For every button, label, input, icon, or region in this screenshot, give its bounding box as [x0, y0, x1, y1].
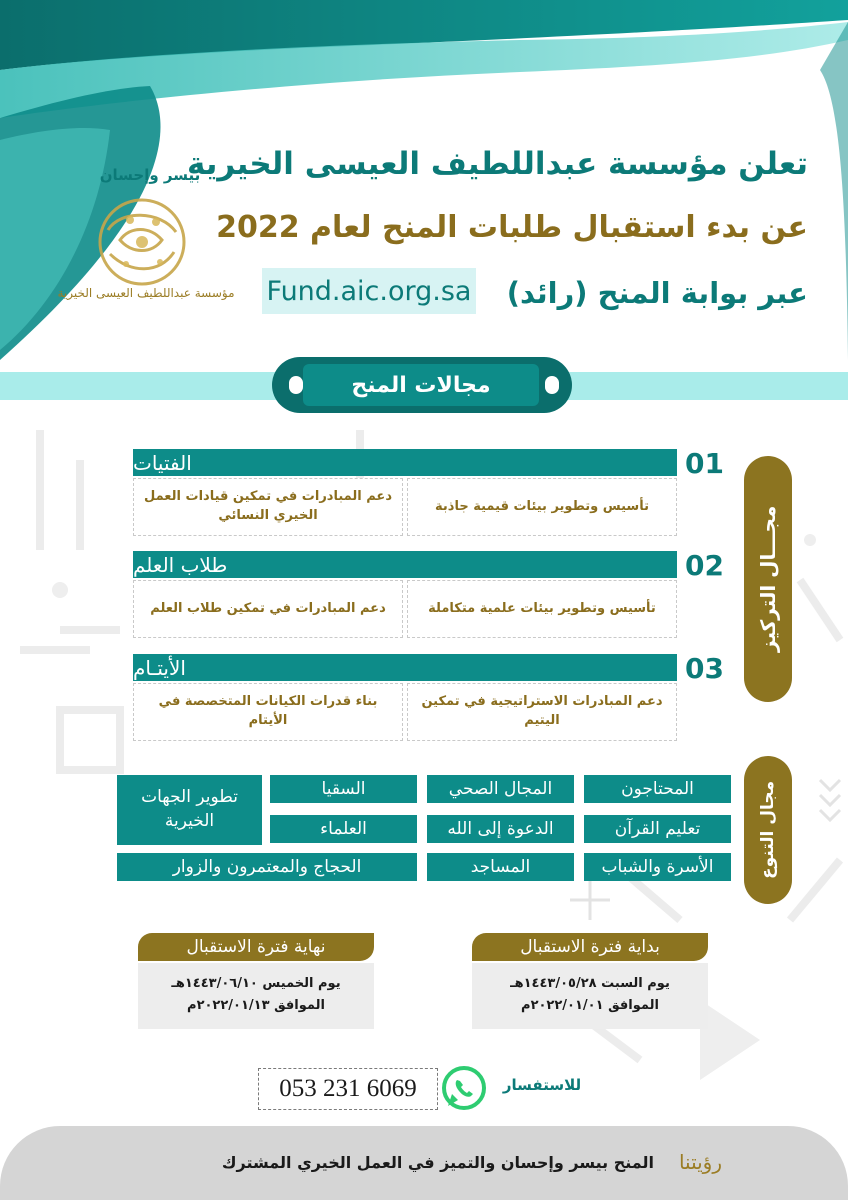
focus-item-number: 03 [685, 652, 724, 685]
diversity-item: المحتاجون [584, 775, 731, 803]
end-date-body [138, 963, 374, 1029]
vision-label: رؤيتنا [678, 1150, 722, 1174]
focus-item-title: الفتيات [133, 449, 677, 476]
start-date-gregorian: الموافق ٢٠٢٢/٠١/٠١م [521, 998, 659, 1014]
section-title-dot-right [545, 376, 559, 394]
diversity-item: العلماء [270, 815, 417, 843]
start-date-body [472, 963, 708, 1029]
focus-item-detail: تأسيس وتطوير بيئات قيمية جاذبة [407, 478, 677, 536]
start-date-title: بداية فترة الاستقبال [472, 933, 708, 961]
focus-item-detail: دعم المبادرات في تمكين قيادات العمل الخيري النسائي [133, 478, 403, 536]
focus-item-detail: دعم المبادرات في تمكين طلاب العلم [133, 580, 403, 638]
focus-item-title: الأيتـام [133, 654, 677, 681]
announcement-title-line-2: عن بدء استقبال طلبات المنح لعام 2022 [216, 210, 808, 245]
end-date-title: نهاية فترة الاستقبال [138, 933, 374, 961]
focus-item-detail: دعم المبادرات الاستراتيجية في تمكين اليتيم [407, 683, 677, 741]
focus-item-title: طلاب العلم [133, 551, 677, 578]
diversity-item: تعليم القرآن [584, 815, 731, 843]
diversity-item: الأسرة والشباب [584, 853, 731, 881]
announcement-title-line-1: تعلن مؤسسة عبداللطيف العيسى الخيرية [186, 146, 808, 182]
diversity-item: الدعوة إلى الله [427, 815, 574, 843]
end-date-card [138, 933, 374, 1033]
focus-item-detail: بناء قدرات الكيانات المتخصصة في الأيتام [133, 683, 403, 741]
focus-item-detail: تأسيس وتطوير بيئات علمية متكاملة [407, 580, 677, 638]
whatsapp-icon[interactable] [442, 1066, 486, 1110]
diversity-item: السقيا [270, 775, 417, 803]
phone-number[interactable]: 053 231 6069 [258, 1068, 438, 1110]
focus-item-number: 01 [685, 447, 724, 480]
focus-item-number: 02 [685, 549, 724, 582]
logo-foundation-name: مؤسسة عبداللطيف العيسى الخيرية [57, 286, 235, 300]
start-date-card [472, 933, 708, 1033]
vision-statement: المنح بيسر وإحسان والتميز في العمل الخيري المشترك [221, 1153, 654, 1172]
diversity-area-label: مجال التنوع [744, 756, 792, 904]
section-title: مجالات المنح [303, 364, 539, 406]
end-date-hijri: يوم الخميس ١٤٤٣/٠٦/١٠هـ [171, 976, 341, 991]
logo-tagline: بيسر وإحسان [99, 166, 201, 184]
diversity-item: الحجاج والمعتمرون والزوار [117, 853, 417, 881]
section-title-dot-left [289, 376, 303, 394]
portal-url-link[interactable]: Fund.aic.org.sa [262, 268, 476, 314]
diversity-item: المجال الصحي [427, 775, 574, 803]
diversity-item: تطوير الجهات الخيرية [117, 775, 262, 845]
diversity-item: المساجد [427, 853, 574, 881]
announcement-title-line-3: عبر بوابة المنح (رائد) [506, 276, 808, 310]
focus-area-label: مجـــال التركيز [744, 456, 792, 702]
inquiry-label: للاستفسار [502, 1076, 582, 1094]
end-date-gregorian: الموافق ٢٠٢٢/٠١/١٣م [187, 998, 325, 1014]
start-date-hijri: يوم السبت ١٤٤٣/٠٥/٢٨هـ [510, 976, 670, 991]
